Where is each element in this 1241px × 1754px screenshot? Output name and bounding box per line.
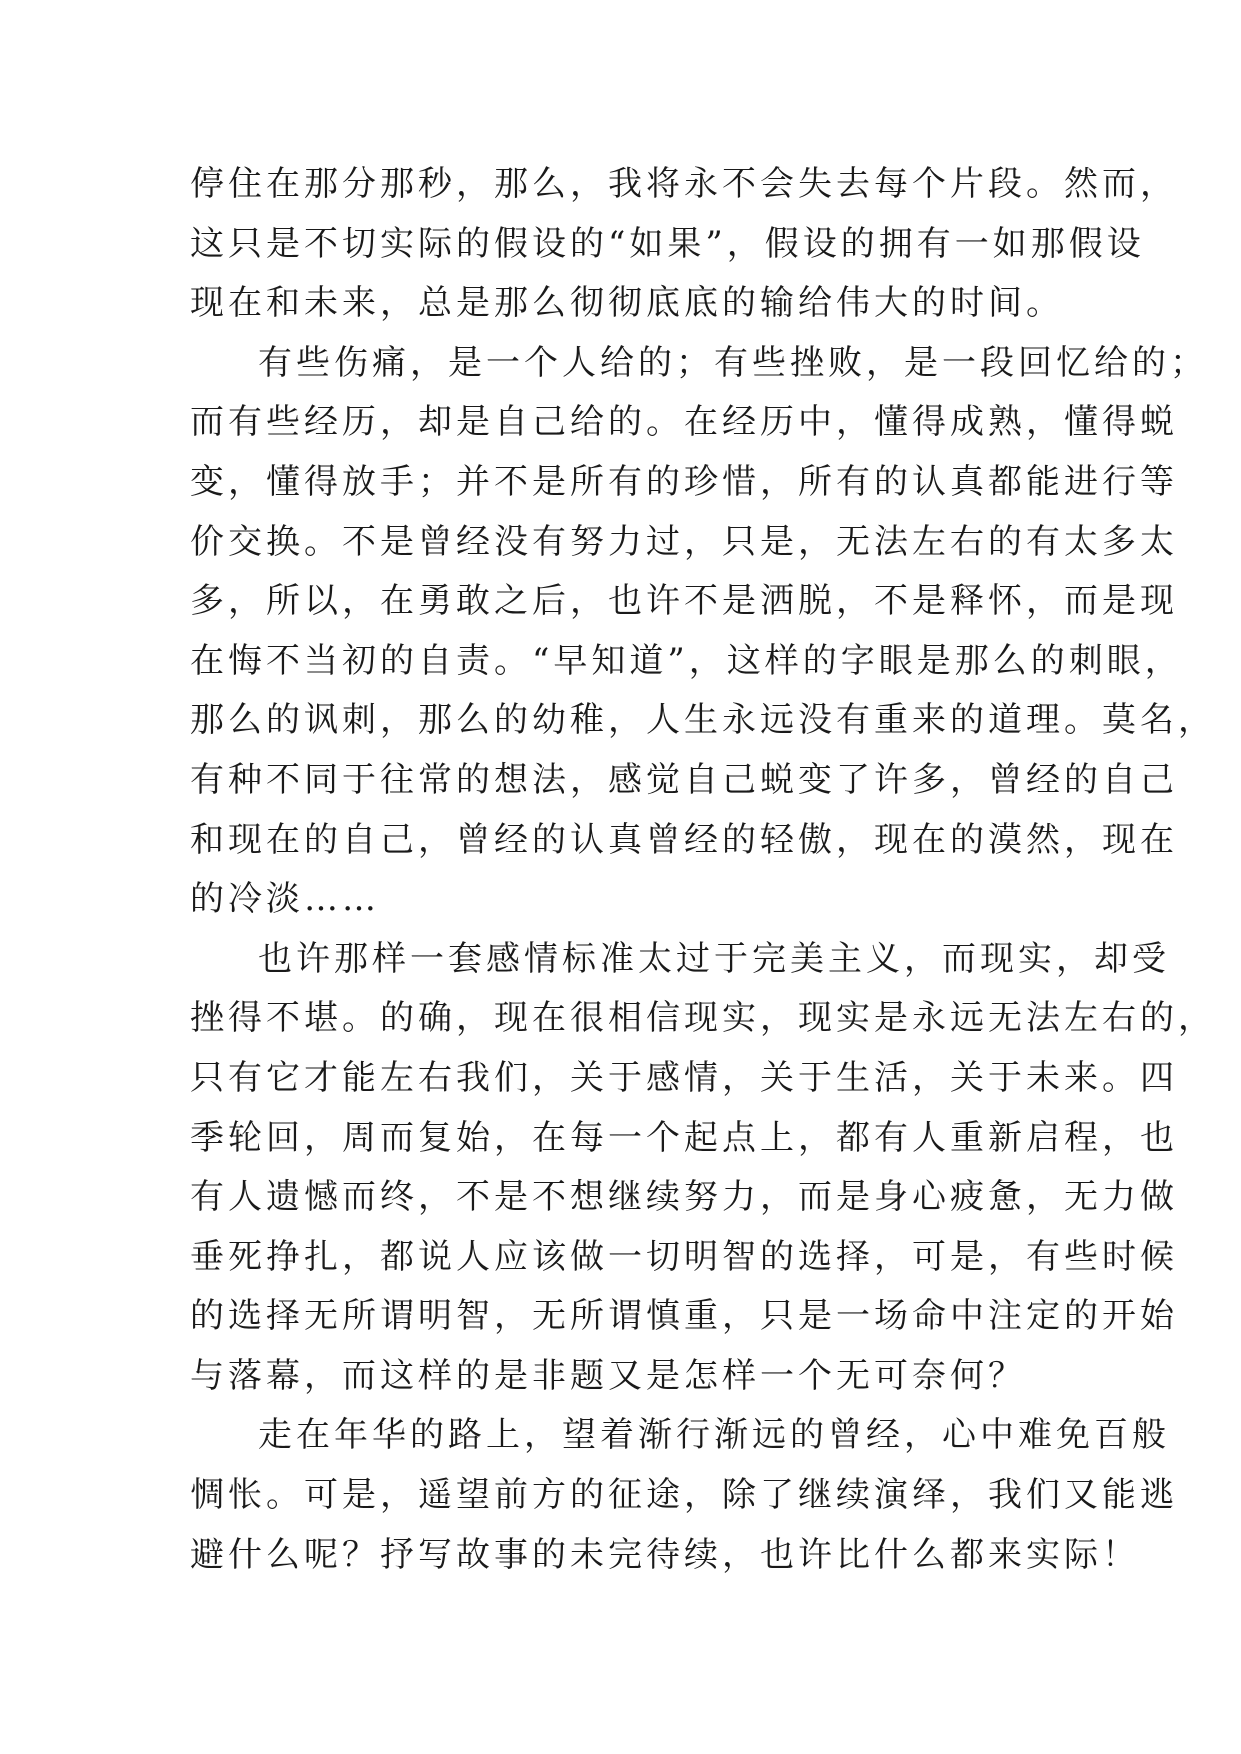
paragraph-start-line: 有些伤痛，是一个人给的；有些挫败，是一段回忆给的； [258,342,1208,383]
paragraph-start-line: 也许那样一套感情标准太过于完美主义，而现实，却受 [258,938,1170,979]
text-line: 的选择无所谓明智，无所谓慎重，只是一场命中注定的开始 [190,1296,1178,1337]
text-line: 现在和未来，总是那么彻彻底底的输给伟大的时间。 [190,283,1064,324]
text-line: 这只是不切实际的假设的“如果”，假设的拥有一如那假设 [190,223,1145,264]
paragraph-start-line: 走在年华的路上，望着渐行渐远的曾经，心中难免百般 [258,1415,1170,1456]
text-line: 避什么呢？抒写故事的未完待续，也许比什么都来实际！ [190,1534,1140,1575]
text-line: 与落幕，而这样的是非题又是怎样一个无可奈何？ [190,1355,1026,1396]
text-line: 惆怅。可是，遥望前方的征途，除了继续演绎，我们又能逃 [190,1475,1178,1516]
text-line: 的冷淡…… [190,879,380,920]
text-line: 有人遗憾而终，不是不想继续努力，而是身心疲惫，无力做 [190,1177,1178,1218]
text-line: 变，懂得放手；并不是所有的珍惜，所有的认真都能进行等 [190,461,1178,502]
text-line: 那么的讽刺，那么的幼稚，人生永远没有重来的道理。莫名， [190,700,1216,741]
text-line: 多，所以，在勇敢之后，也许不是洒脱，不是释怀，而是现 [190,581,1178,622]
text-line: 只有它才能左右我们，关于感情，关于生活，关于未来。四 [190,1057,1178,1098]
text-line: 季轮回，周而复始，在每一个起点上，都有人重新启程，也 [190,1117,1178,1158]
text-line: 价交换。不是曾经没有努力过，只是，无法左右的有太多太 [190,521,1178,562]
text-line: 有种不同于往常的想法，感觉自己蜕变了许多，曾经的自己 [190,759,1178,800]
text-line: 和现在的自己，曾经的认真曾经的轻傲，现在的漠然，现在 [190,819,1178,860]
text-line: 挫得不堪。的确，现在很相信现实，现实是永远无法左右的， [190,998,1216,1039]
body-text [190,155,1216,1585]
text-line: 而有些经历，却是自己给的。在经历中，懂得成熟，懂得蜕 [190,402,1178,443]
text-line: 在悔不当初的自责。“早知道”，这样的字眼是那么的刺眼， [190,640,1183,681]
text-line: 垂死挣扎，都说人应该做一切明智的选择，可是，有些时候 [190,1236,1178,1277]
text-line: 停住在那分那秒，那么，我将永不会失去每个片段。然而， [190,164,1178,204]
